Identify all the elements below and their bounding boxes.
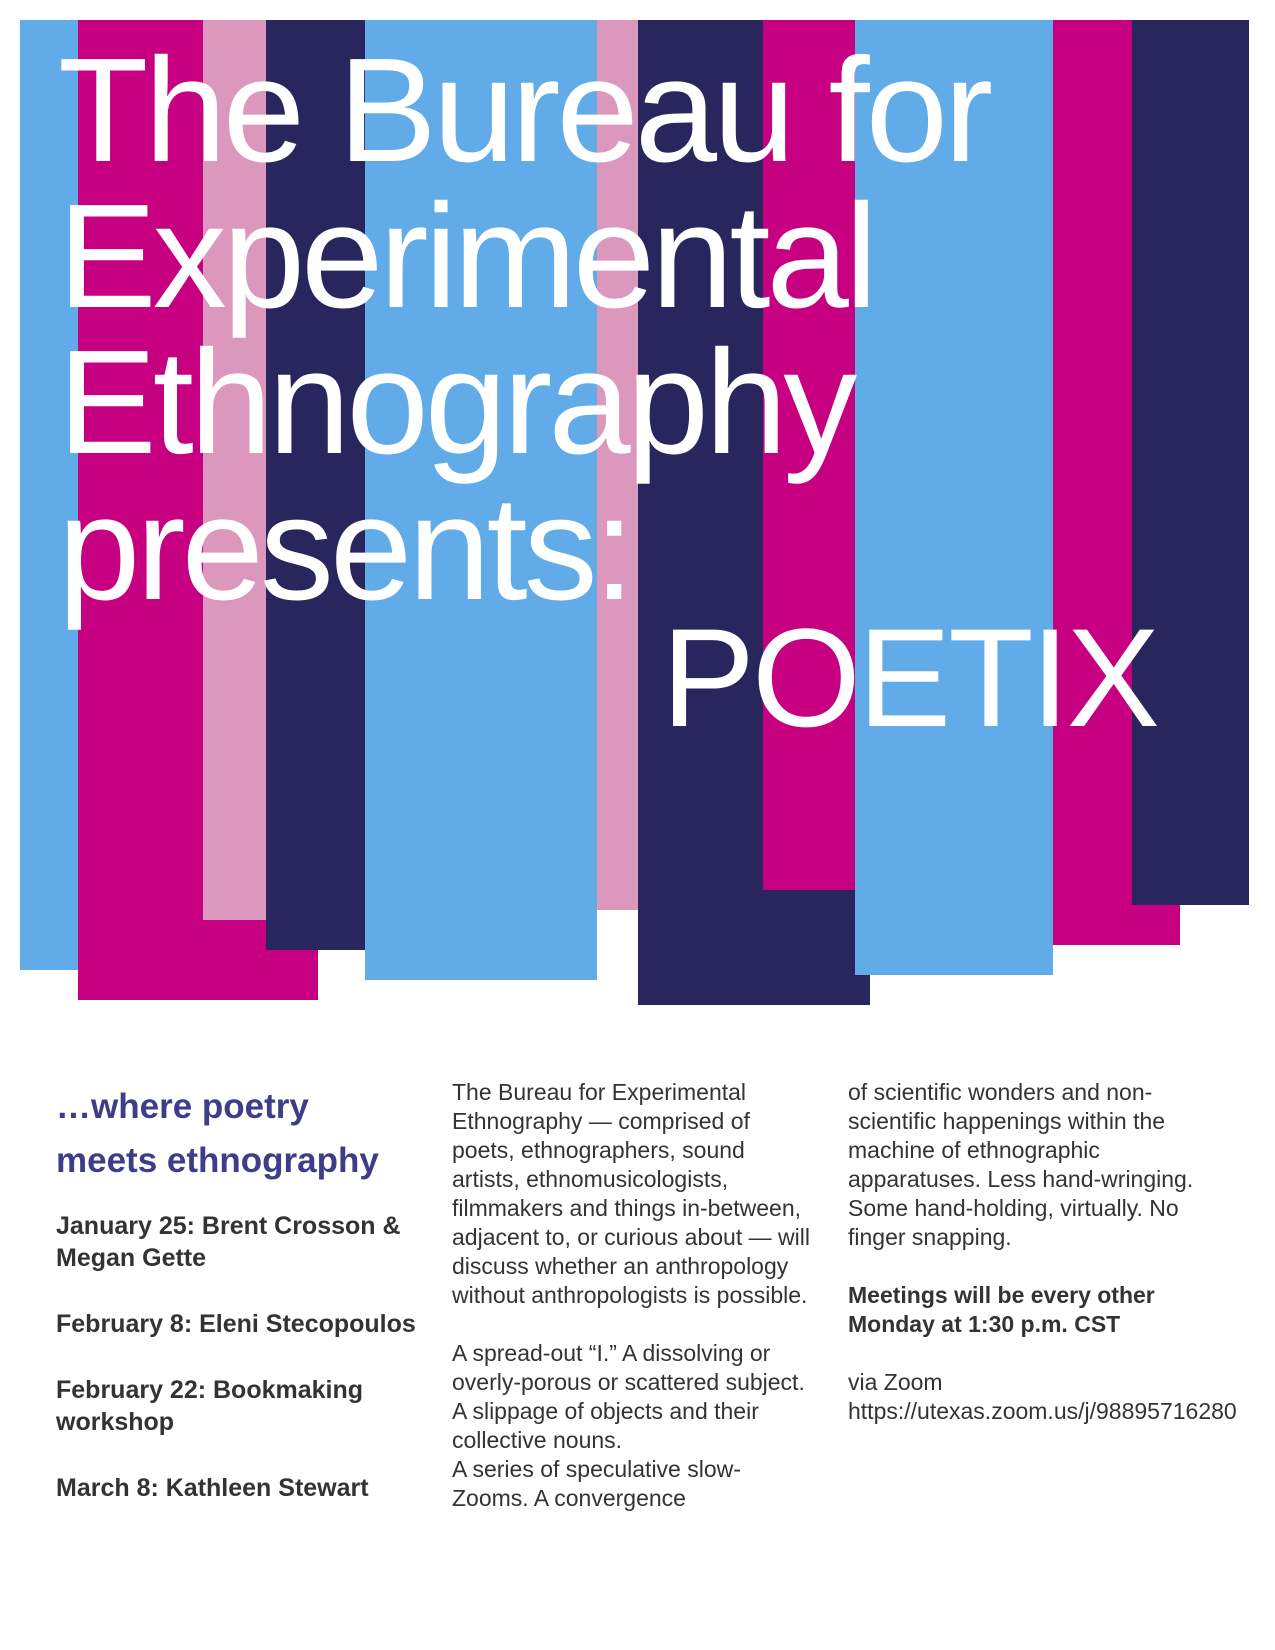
schedule-item: February 22: Bookmaking workshop — [56, 1376, 364, 1436]
schedule-item: February 8: Eleni Stecopoulos — [56, 1310, 416, 1338]
headline — [58, 28, 990, 631]
meeting-schedule-line-1: Meetings will be every other — [848, 1282, 1155, 1308]
meeting-schedule-line-2: Monday at 1:30 p.m. CST — [848, 1311, 1121, 1337]
headline-line-3: Ethnography — [58, 320, 854, 485]
schedule-item: March 8: Kathleen Stewart — [56, 1474, 369, 1502]
description-paragraph-1: The Bureau for Experimental Ethnography — comprised of poets, ethnographers, sound artists, ethnomusicologists, filmmakers and things in-between, adjacent to, or curious about — will discuss whether an anthropology without anthropologists is possible. — [452, 1079, 810, 1308]
zoom-link[interactable]: via Zoom https://utexas.zoom.us/j/98895716280 — [848, 1369, 1237, 1424]
description-paragraph-2a: A spread-out “I.” A dissolving or overly-porous or scattered subject. A slippage of objects and their collective nouns. — [452, 1340, 805, 1453]
headline-line-2: Experimental — [58, 174, 874, 339]
color-stripe — [1132, 20, 1249, 905]
event-name: POETIX — [661, 599, 1157, 756]
description-paragraph-2 — [452, 1339, 812, 1513]
description-paragraph-3: of scientific wonders and non-scientific happenings within the machine of ethnographic apparatuses. Less hand-wringing. Some hand-holding, virtually. No finger snapping. — [848, 1079, 1194, 1250]
description-column — [452, 1078, 812, 1542]
headline-line-4: presents: — [58, 466, 631, 631]
details-column — [848, 1078, 1237, 1455]
headline-line-1: The Bureau for — [58, 28, 990, 193]
description-paragraph-2b: A series of speculative slow-Zooms. A convergence — [452, 1456, 741, 1511]
meeting-schedule — [848, 1281, 1208, 1339]
tagline-line-2: meets ethnography — [56, 1141, 379, 1180]
schedule-item: January 25: Brent Crosson & Megan Gette — [56, 1212, 401, 1272]
schedule-list — [56, 1210, 426, 1538]
tagline — [56, 1080, 416, 1188]
tagline-line-1: …where poetry — [56, 1087, 309, 1126]
